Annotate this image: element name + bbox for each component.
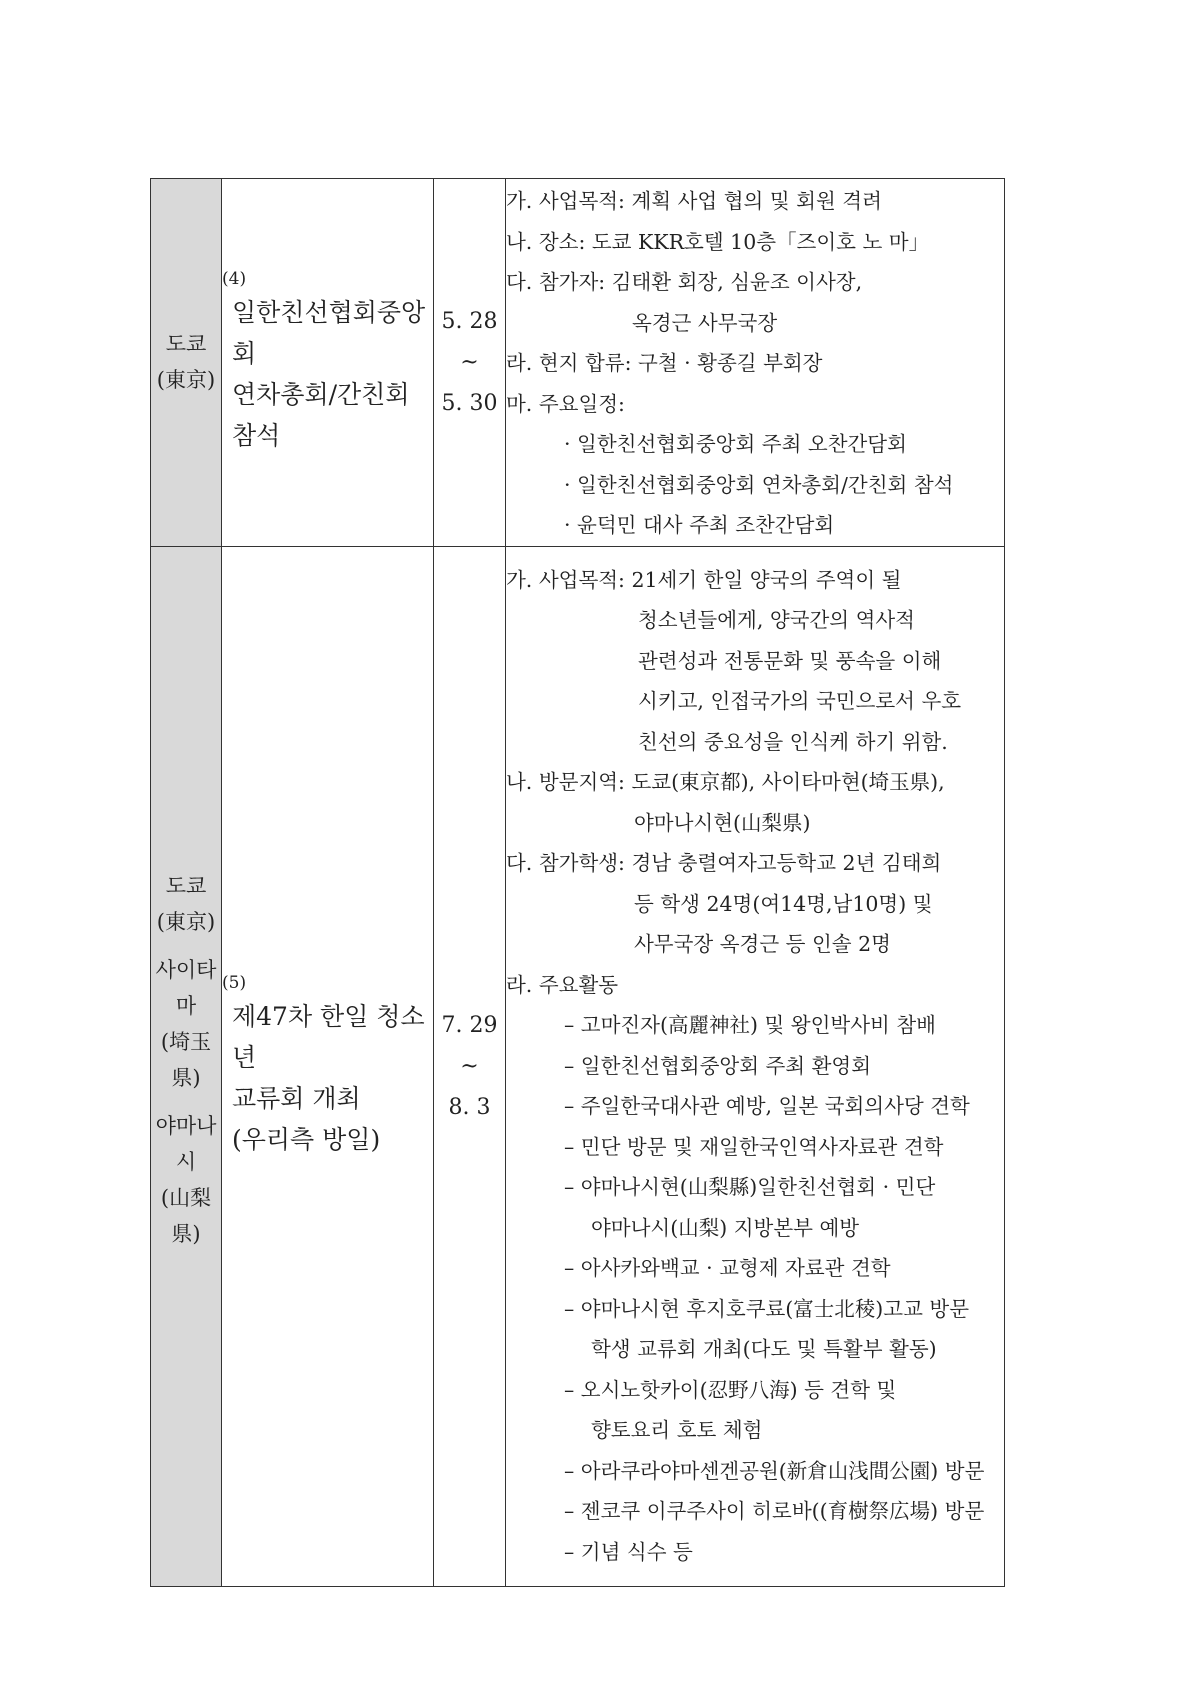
event-title-line: 연차총회/간친회 bbox=[232, 380, 410, 410]
event-title-cell bbox=[222, 546, 434, 1586]
detail-line: – 야마나시현 후지호쿠료(富士北稜)고교 방문 bbox=[564, 1296, 970, 1321]
event-title-line: 교류회 개최 bbox=[232, 1084, 361, 1113]
detail-line: 친선의 중요성을 인식케 하기 위함. bbox=[638, 729, 948, 754]
region-kanji: (東京) bbox=[156, 368, 216, 393]
detail-line: 나. 장소: 도쿄 KKR호텔 10층「즈이호 노 마」 bbox=[506, 229, 930, 254]
detail-line: 시키고, 인접국가의 국민으로서 우호 bbox=[638, 689, 962, 714]
region-cell bbox=[151, 179, 222, 547]
region-kanji: (東京) bbox=[156, 910, 216, 934]
schedule-table bbox=[150, 178, 1005, 1587]
detail-line: – 고마진자(高麗神社) 및 왕인박사비 참배 bbox=[564, 1013, 936, 1038]
detail-line: · 일한친선협회중앙회 주최 오찬간담회 bbox=[564, 432, 907, 456]
date-end: 8. 3 bbox=[448, 1094, 491, 1120]
detail-line: 학생 교류회 개최(다도 및 특활부 활동) bbox=[591, 1337, 937, 1362]
detail-line: – 민단 방문 및 재일한국인역사자료관 견학 bbox=[564, 1134, 944, 1159]
detail-line: 라. 현지 합류: 구철 · 황종길 부회장 bbox=[506, 351, 823, 375]
detail-line: 사무국장 옥경근 등 인솔 2명 bbox=[634, 932, 891, 957]
detail-line: 마. 주요일정: bbox=[506, 391, 625, 416]
detail-line: 청소년들에게, 양국간의 역사적 bbox=[638, 608, 915, 633]
region-name: 야마나시 bbox=[155, 1114, 217, 1174]
table-row bbox=[151, 179, 1005, 547]
detail-line: · 일한친선협회중앙회 연차총회/간친회 참석 bbox=[564, 472, 954, 497]
table-row bbox=[151, 546, 1005, 1586]
region-name: 도쿄 bbox=[165, 332, 207, 357]
detail-line: 나. 방문지역: 도쿄(東京都), 사이타마현(埼玉県), bbox=[506, 770, 945, 795]
region-name: 사이타마 bbox=[155, 958, 217, 1018]
date-start: 7. 29 bbox=[441, 1012, 498, 1038]
detail-line: – 야마나시현(山梨縣)일한친선협회 · 민단 bbox=[564, 1175, 936, 1200]
detail-line: 가. 사업목적: 계획 사업 협의 및 회원 격려 bbox=[506, 189, 882, 213]
detail-line: – 젠코쿠 이쿠주사이 히로바((育樹祭広場) 방문 bbox=[564, 1499, 985, 1524]
detail-line: 다. 참가학생: 경남 충렬여자고등학교 2년 김태희 bbox=[506, 851, 942, 876]
event-number: (5) bbox=[222, 973, 247, 993]
detail-line: 옥경근 사무국장 bbox=[632, 310, 778, 335]
detail-line: – 일한친선협회중앙회 주최 환영회 bbox=[564, 1053, 872, 1078]
date-separator: ~ bbox=[460, 349, 479, 375]
region-group bbox=[151, 868, 221, 940]
detail-line: 향토요리 호토 체험 bbox=[591, 1418, 763, 1443]
detail-cell bbox=[506, 179, 1005, 547]
date-cell bbox=[434, 546, 506, 1586]
detail-line: 가. 사업목적: 21세기 한일 양국의 주역이 될 bbox=[506, 567, 902, 592]
detail-line: – 아사카와백교 · 교형제 자료관 견학 bbox=[564, 1256, 891, 1281]
detail-line: 야마나시(山梨) 지방본부 예방 bbox=[591, 1215, 860, 1240]
date-start: 5. 28 bbox=[441, 308, 498, 334]
region-kanji: (山梨県) bbox=[160, 1186, 212, 1246]
detail-line: · 윤덕민 대사 주최 조찬간담회 bbox=[564, 513, 835, 537]
event-title-line: 제47차 한일 청소년 bbox=[232, 1002, 425, 1072]
event-title-line: 참석 bbox=[232, 421, 281, 451]
event-title-line: 일한친선협회중앙회 bbox=[232, 298, 426, 369]
detail-line: 야마나시현(山梨県) bbox=[634, 810, 811, 835]
event-title-cell bbox=[222, 179, 434, 547]
detail-line: 등 학생 24명(여14명,남10명) 및 bbox=[634, 891, 933, 916]
region-name: 도쿄 bbox=[165, 874, 207, 898]
region-group bbox=[151, 1108, 221, 1252]
event-number: (4) bbox=[222, 269, 247, 290]
detail-line: – 주일한국대사관 예방, 일본 국회의사당 견학 bbox=[564, 1094, 970, 1119]
detail-line: 라. 주요활동 bbox=[506, 972, 619, 997]
date-cell bbox=[434, 179, 506, 547]
detail-line: – 아라쿠라야마센겐공원(新倉山浅間公園) 방문 bbox=[564, 1458, 985, 1483]
date-end: 5. 30 bbox=[441, 390, 498, 416]
detail-line: 관련성과 전통문화 및 풍속을 이해 bbox=[638, 648, 942, 673]
date-separator: ~ bbox=[460, 1053, 479, 1079]
event-title-line: (우리측 방일) bbox=[232, 1125, 381, 1154]
detail-line: 다. 참가자: 김태환 회장, 심윤조 이사장, bbox=[506, 270, 863, 294]
region-cell bbox=[151, 546, 222, 1586]
region-group bbox=[151, 952, 221, 1096]
detail-line: – 기념 식수 등 bbox=[564, 1539, 693, 1564]
detail-cell bbox=[506, 546, 1005, 1586]
detail-line: – 오시노핫카이(忍野八海) 등 견학 및 bbox=[564, 1377, 897, 1402]
region-kanji: (埼玉県) bbox=[160, 1030, 212, 1090]
